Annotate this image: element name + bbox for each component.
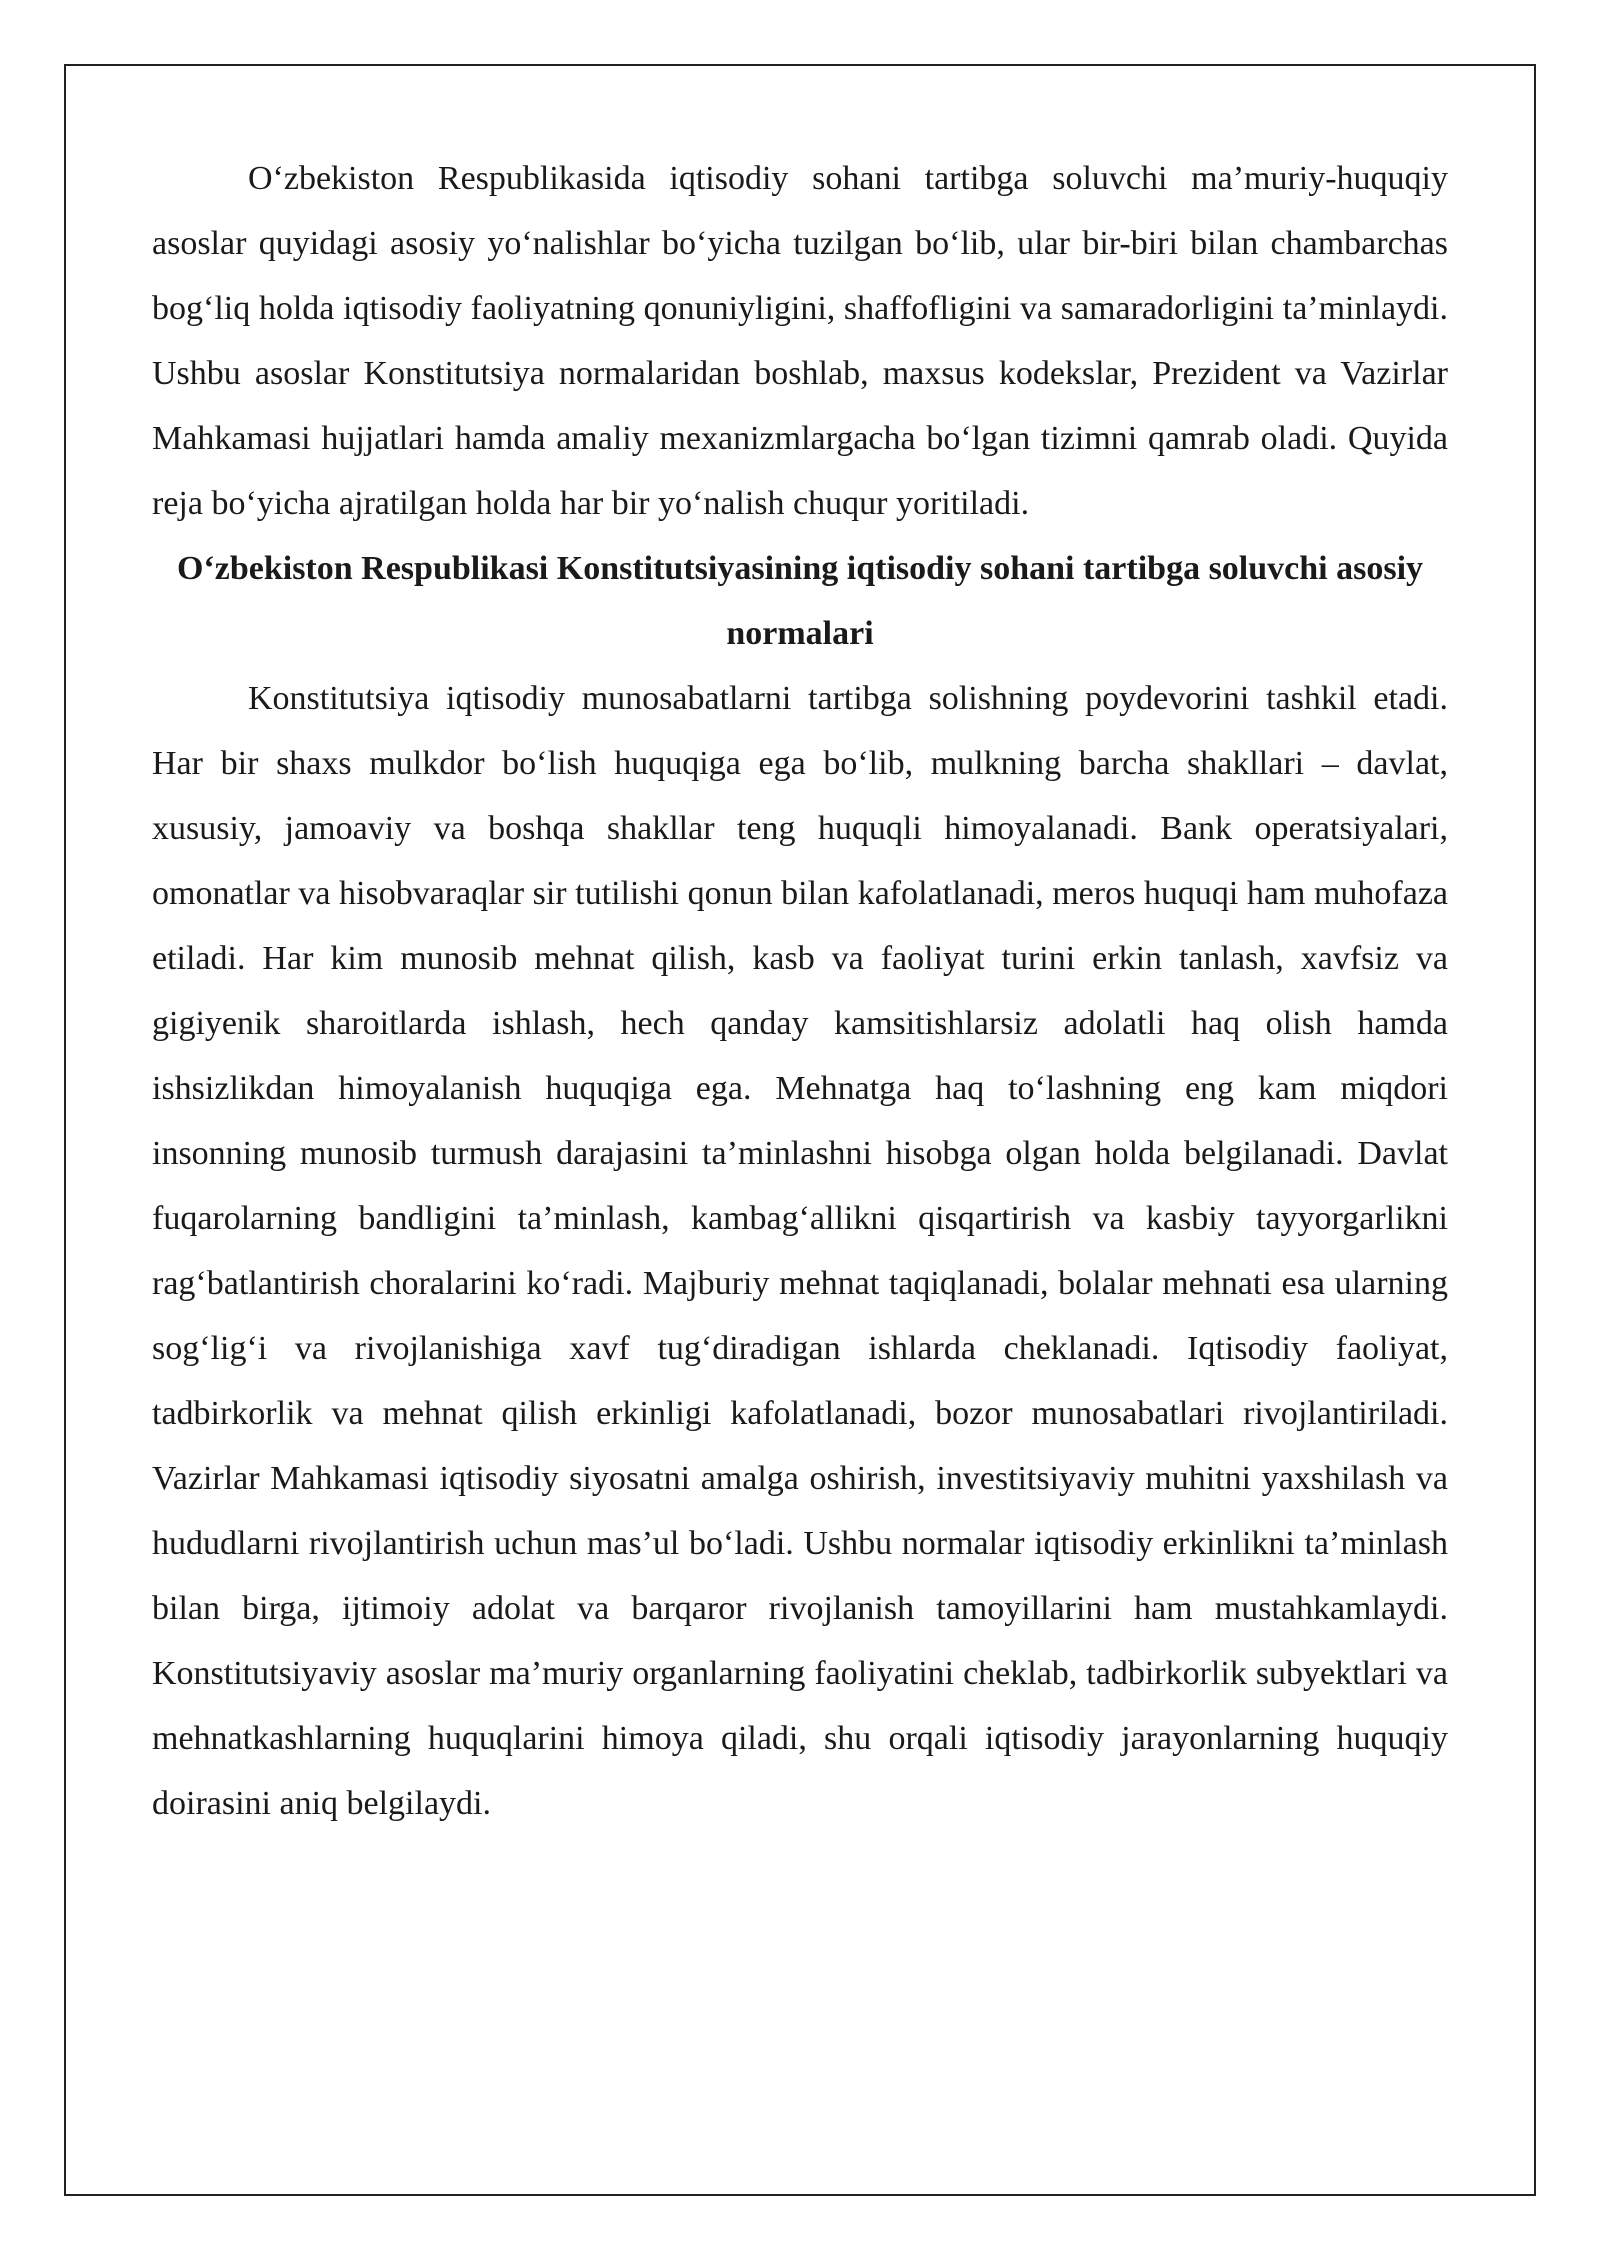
intro-paragraph: O‘zbekiston Respublikasida iqtisodiy sohani tartibga soluvchi ma’muriy-huquqiy asoslar quyidagi asosiy yo‘nalishlar bo‘yicha tuzilgan bo‘lib, ular bir-biri bilan chambarchas bog‘liq holda iqtisodiy faoliyatning qonuniyligini, shaffofligini va samaradorligini ta’minlaydi. Ushbu asoslar Konstitutsiya normalaridan boshlab, maxsus kodekslar, Prezident va Vazirlar Mahkamasi hujjatlari hamda amaliy mexanizmlargacha bo‘lgan tizimni qamrab oladi. Quyida reja bo‘yicha ajratilgan holda har bir yo‘nalish chuqur yoritiladi.: [152, 160, 1448, 522]
section-paragraph: Konstitutsiya iqtisodiy munosabatlarni tartibga solishning poydevorini tashkil etadi. Har bir shaxs mulkdor bo‘lish huquqiga ega bo‘lib, mulkning barcha shakllari – davlat, xususiy, jamoaviy va boshqa shakllar teng huquqli himoyalanadi. Bank operatsiyalari, omonatlar va hisobvaraqlar sir tutilishi qonun bilan kafolatlanadi, meros huquqi ham muhofaza etiladi. Har kim munosib mehnat qilish, kasb va faoliyat turini erkin tanlash, xavfsiz va gigiyenik sharoitlarda ishlash, hech qanday kamsitishlarsiz adolatli haq olish hamda ishsizlikdan himoyalanish huquqiga ega. Mehnatga haq to‘lashning eng kam miqdori insonning munosib turmush darajasini ta’minlashni hisobga olgan holda belgilanadi. Davlat fuqarolarning bandligini ta’minlash, kambag‘allikni qisqartirish va kasbiy tayyorgarlikni rag‘batlantirish choralarini ko‘radi. Majburiy mehnat taqiqlanadi, bolalar mehnati esa ularning sog‘lig‘i va rivojlanishiga xavf tug‘diradigan ishlarda cheklanadi. Iqtisodiy faoliyat, tadbirkorlik va mehnat qilish erkinligi kafolatlanadi, bozor munosabatlari rivojlantiriladi. Vazirlar Mahkamasi iqtisodiy siyosatni amalga oshirish, investitsiyaviy muhitni yaxshilash va hududlarni rivojlantirish uchun mas’ul bo‘ladi. Ushbu normalar iqtisodiy erkinlikni ta’minlash bilan birga, ijtimoiy adolat va barqaror rivojlanish tamoyillarini ham mustahkamlaydi. Konstitutsiyaviy asoslar ma’muriy organlarning faoliyatini cheklab, tadbirkorlik subyektlari va mehnatkashlarning huquqlarini himoya qiladi, shu orqali iqtisodiy jarayonlarning huquqiy doirasini aniq belgilaydi.: [152, 680, 1448, 1822]
section-heading: O‘zbekiston Respublikasi Konstitutsiyasining iqtisodiy sohani tartibga soluvchi asosiy normalari: [176, 550, 1424, 652]
document-body: [152, 146, 1448, 1836]
